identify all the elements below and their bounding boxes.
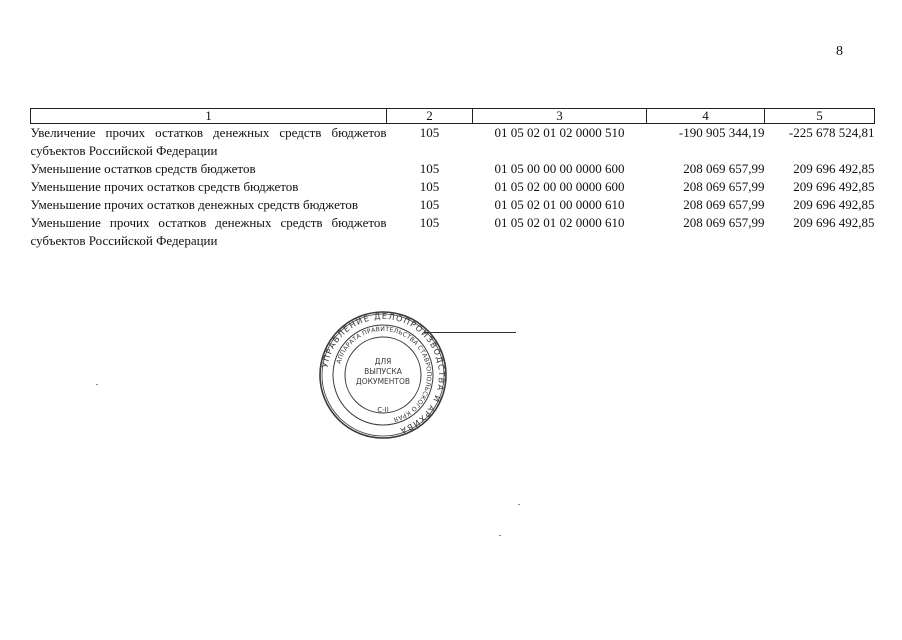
svg-text:ДОКУМЕНТОВ: ДОКУМЕНТОВ bbox=[355, 377, 411, 386]
svg-text:С-II: С-II bbox=[377, 406, 389, 414]
row-name: Уменьшение прочих остатков денежных средств бюджетов bbox=[30, 197, 358, 212]
row-name: Уменьшение прочих остатков средств бюджетов bbox=[30, 179, 299, 194]
row-budget-class-code: 01 05 02 01 02 0000 510 bbox=[494, 125, 625, 140]
row-sum-year-1: 208 069 657,99 bbox=[683, 161, 765, 176]
row-sum-year-1: -190 905 344,19 bbox=[678, 125, 765, 140]
column-header: 1 bbox=[31, 109, 387, 124]
table-header-row bbox=[31, 109, 875, 124]
svg-text:ВЫПУСКА: ВЫПУСКА bbox=[364, 367, 402, 376]
row-budget-class-code: 01 05 02 01 02 0000 610 bbox=[494, 215, 625, 230]
row-sum-year-2: 209 696 492,85 bbox=[793, 179, 875, 194]
table-row bbox=[31, 196, 875, 214]
svg-text:УПРАВЛЕНИЕ ДЕЛОПРОИЗВОДСТВА И: УПРАВЛЕНИЕ ДЕЛОПРОИЗВОДСТВА И АРХИВА bbox=[319, 310, 448, 437]
row-admin-code: 105 bbox=[419, 179, 440, 194]
row-name: Уменьшение прочих остатков денежных средств бюджетов субъектов Российской Федерации bbox=[30, 215, 387, 248]
page-number: 8 bbox=[836, 44, 843, 59]
scan-speck bbox=[499, 535, 501, 536]
row-sum-year-2: 209 696 492,85 bbox=[793, 161, 875, 176]
row-admin-code: 105 bbox=[419, 125, 440, 140]
scan-speck bbox=[96, 384, 98, 385]
row-budget-class-code: 01 05 02 01 00 0000 610 bbox=[494, 197, 625, 212]
column-header: 3 bbox=[473, 109, 647, 124]
row-sum-year-2: 209 696 492,85 bbox=[793, 197, 875, 212]
row-sum-year-1: 208 069 657,99 bbox=[683, 197, 765, 212]
table-row bbox=[31, 160, 875, 178]
table-row bbox=[31, 214, 875, 250]
svg-text:ДЛЯ: ДЛЯ bbox=[374, 357, 392, 366]
column-header: 2 bbox=[387, 109, 473, 124]
table-row bbox=[31, 178, 875, 196]
signature-line bbox=[424, 332, 516, 333]
column-header: 5 bbox=[765, 109, 875, 124]
row-sum-year-2: -225 678 524,81 bbox=[788, 125, 875, 140]
row-name: Уменьшение остатков средств бюджетов bbox=[30, 161, 256, 176]
budget-sources-table bbox=[30, 108, 875, 250]
row-admin-code: 105 bbox=[419, 197, 440, 212]
scan-speck bbox=[518, 504, 520, 505]
row-admin-code: 105 bbox=[419, 215, 440, 230]
table-row bbox=[31, 124, 875, 161]
row-sum-year-1: 208 069 657,99 bbox=[683, 179, 765, 194]
row-sum-year-2: 209 696 492,85 bbox=[793, 215, 875, 230]
row-budget-class-code: 01 05 00 00 00 0000 600 bbox=[494, 161, 625, 176]
column-header: 4 bbox=[647, 109, 765, 124]
row-name: Увеличение прочих остатков денежных средств бюджетов субъектов Российской Федерации bbox=[30, 125, 387, 158]
official-round-stamp bbox=[318, 310, 448, 440]
svg-text:АППАРАТА ПРАВИТЕЛЬСТВА СТАВРОП: АППАРАТА ПРАВИТЕЛЬСТВА СТАВРОПОЛЬСКОГО КРАЯ bbox=[335, 325, 433, 423]
row-budget-class-code: 01 05 02 00 00 0000 600 bbox=[494, 179, 625, 194]
row-sum-year-1: 208 069 657,99 bbox=[683, 215, 765, 230]
row-admin-code: 105 bbox=[419, 161, 440, 176]
